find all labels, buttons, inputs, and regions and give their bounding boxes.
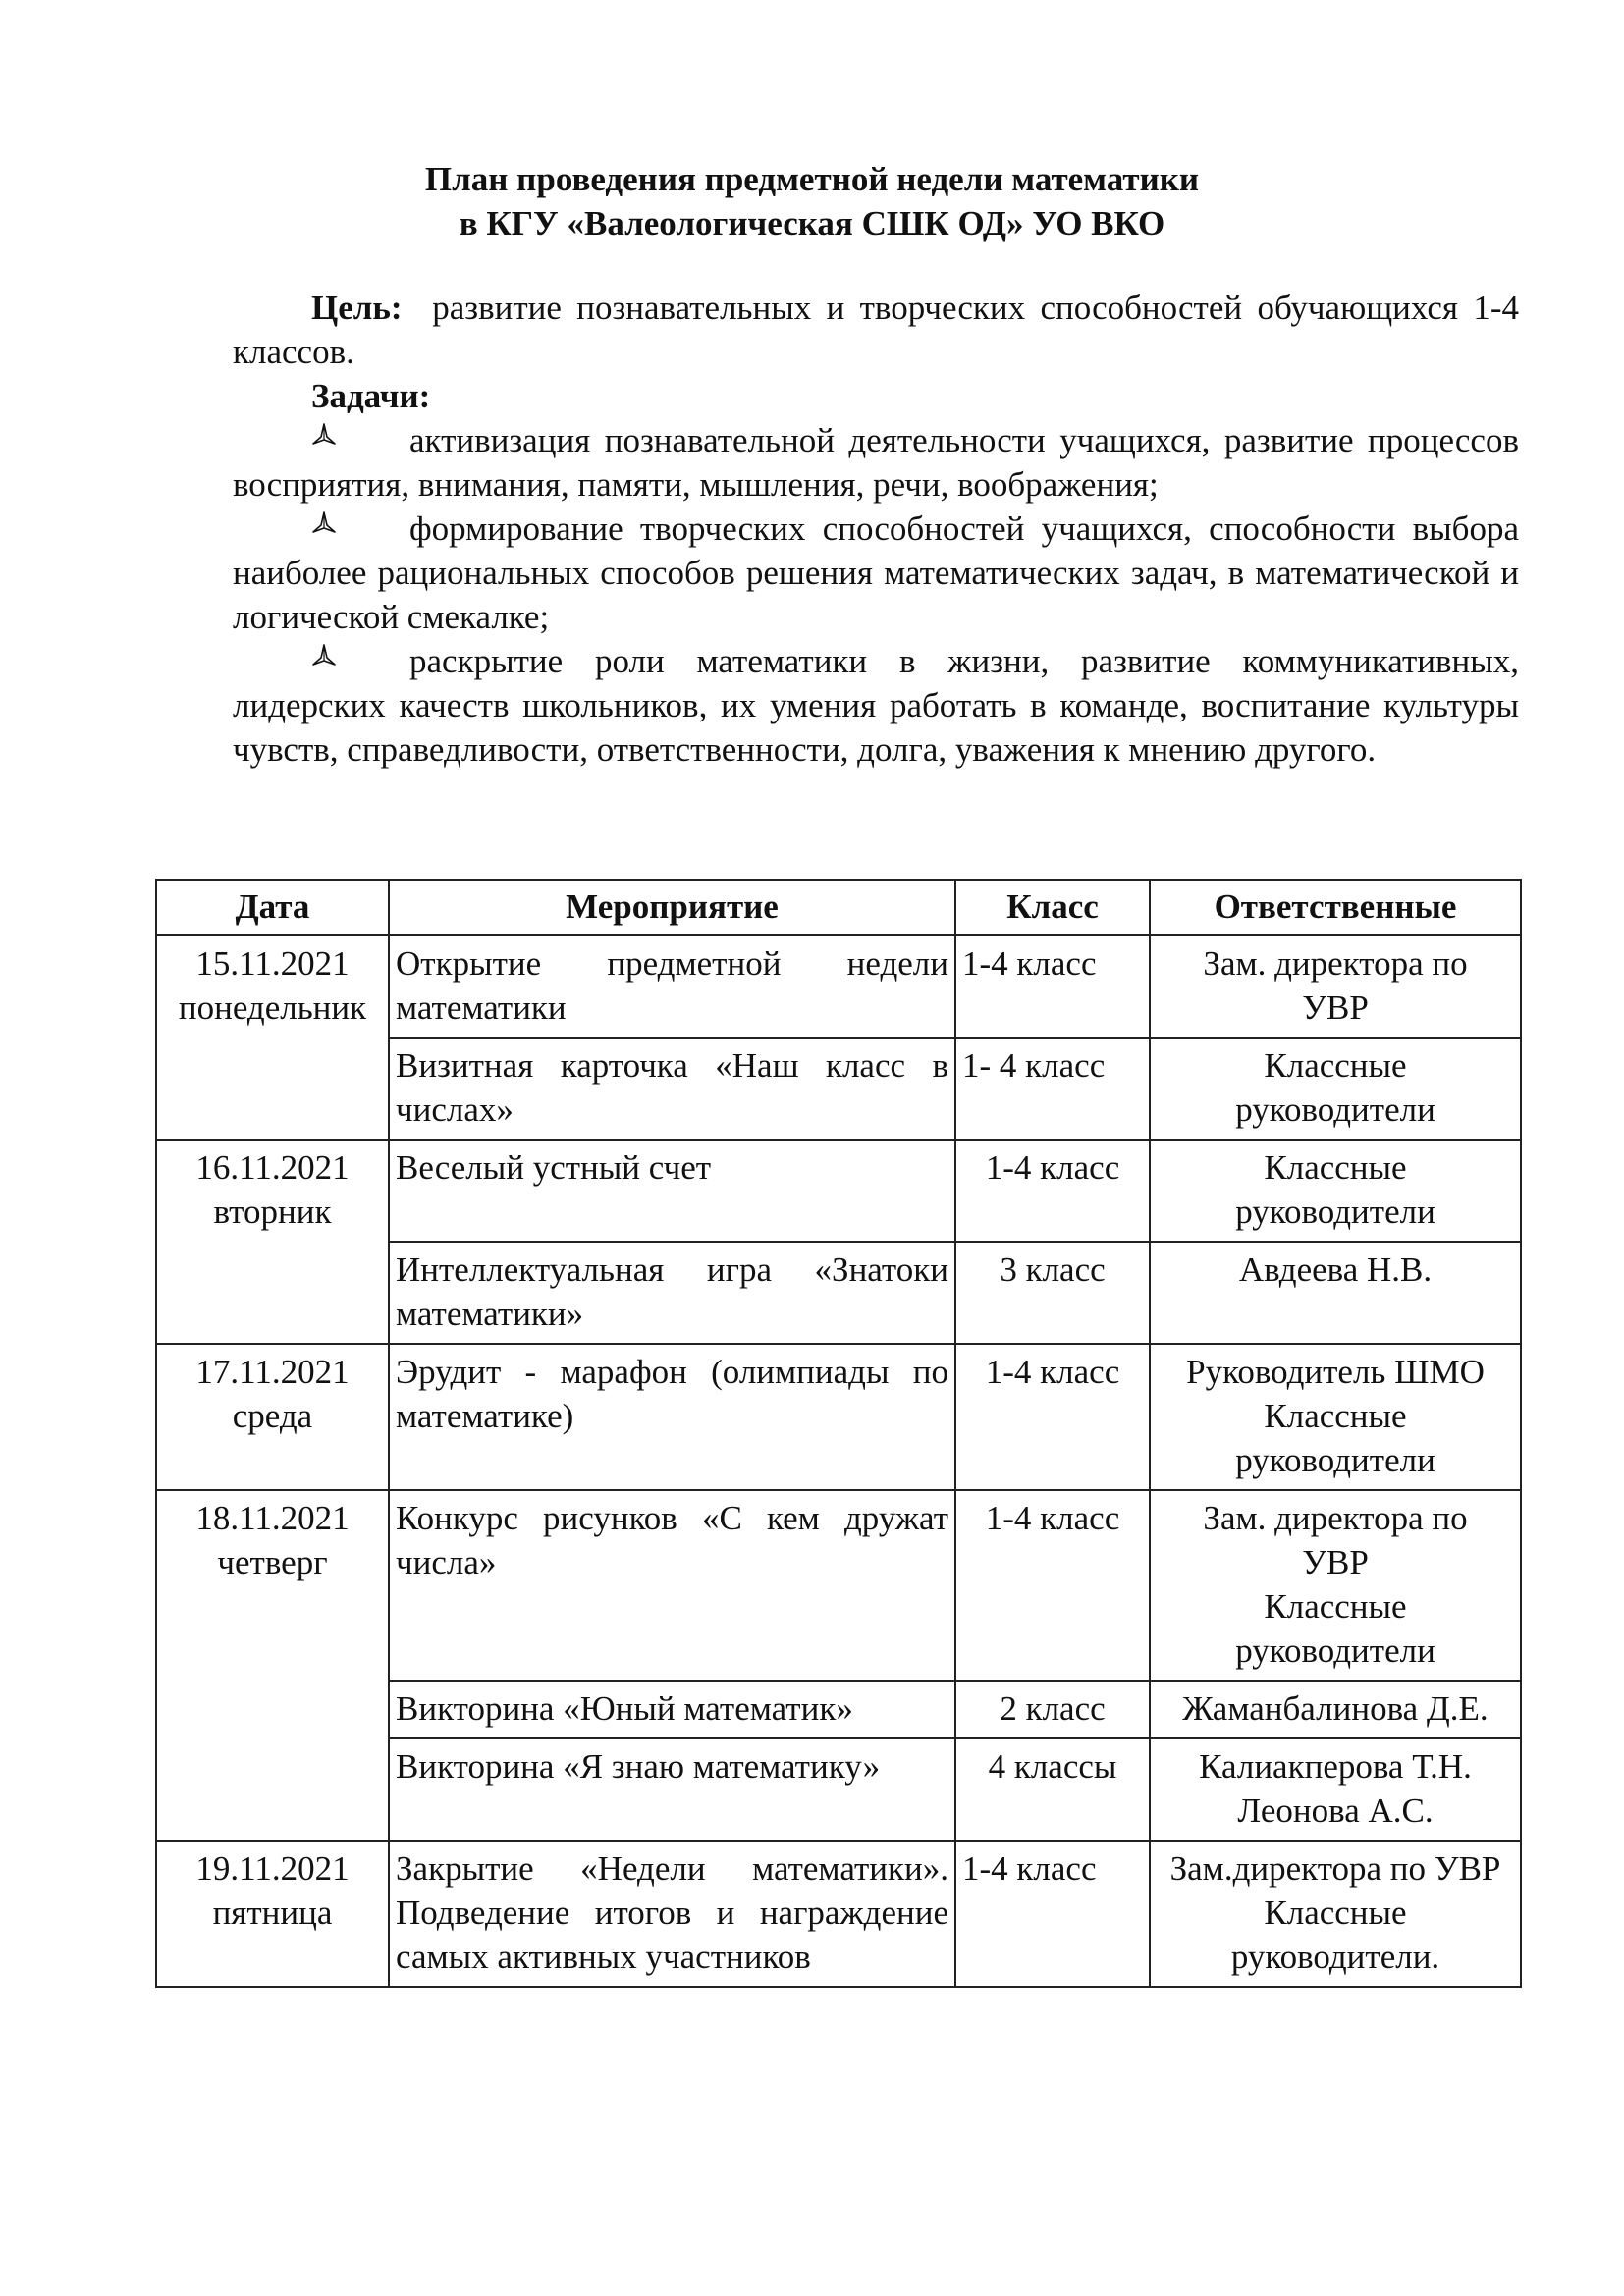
responsible-line: руководители: [1235, 1193, 1435, 1231]
event-cell: Веселый устный счет: [389, 1140, 955, 1242]
responsible-line: УВР: [1302, 1543, 1369, 1581]
class-cell: 3 класс: [955, 1242, 1150, 1344]
event-cell: Интеллектуальная игра «Знатоки математики»: [389, 1242, 955, 1344]
tasks-label: Задачи:: [311, 377, 431, 415]
event-cell: Конкурс рисунков «С кем дружат числа»: [389, 1490, 955, 1681]
responsible-line: Классные: [1264, 1397, 1407, 1435]
event-cell: Викторина «Юный математик»: [389, 1681, 955, 1738]
responsible-line: руководители: [1235, 1631, 1435, 1670]
task-item: [233, 507, 1519, 639]
plan-table-body: [156, 935, 1521, 1987]
task-text: формирование творческих способностей учащихся, способности выбора наиболее рациональных способов решения математических задач, в математической и логической смекалке;: [233, 509, 1519, 636]
date-cell: [156, 1490, 389, 1841]
responsible-line: Калиакперова Т.Н.: [1199, 1747, 1472, 1786]
goal-text: развитие познавательных и творческих способностей обучающихся 1-4 классов.: [233, 289, 1519, 371]
goal-label: Цель:: [311, 289, 403, 327]
weekday-value: понедельник: [178, 988, 367, 1027]
arrow-bullet-icon: [311, 643, 337, 668]
responsible-cell: [1150, 1242, 1521, 1344]
table-row: [156, 1490, 1521, 1681]
table-row: [156, 935, 1521, 1038]
date-value: 19.11.2021: [195, 1849, 350, 1888]
weekday-value: пятница: [212, 1894, 333, 1932]
date-cell: [156, 935, 389, 1140]
responsible-cell: [1150, 1140, 1521, 1242]
header-event: Мероприятие: [389, 880, 955, 935]
responsible-cell: [1150, 1344, 1521, 1490]
document-title: [0, 157, 1624, 245]
class-cell: 1-4 класс: [955, 1490, 1150, 1681]
goal-section: [233, 286, 1519, 772]
responsible-line: Классные: [1264, 1894, 1407, 1932]
responsible-cell: [1150, 1038, 1521, 1140]
responsible-line: Зам.директора по УВР: [1169, 1849, 1501, 1888]
class-cell: 1-4 класс: [955, 1841, 1150, 1987]
weekday-value: вторник: [213, 1193, 332, 1231]
responsible-line: Зам. директора по: [1203, 944, 1468, 983]
responsible-cell: [1150, 1490, 1521, 1681]
class-cell: 1-4 класс: [955, 1344, 1150, 1490]
event-cell: Визитная карточка «Наш класс в числах»: [389, 1038, 955, 1140]
table-header-row: [156, 880, 1521, 935]
header-date: Дата: [156, 880, 389, 935]
date-value: 16.11.2021: [195, 1148, 350, 1187]
responsible-cell: [1150, 935, 1521, 1038]
task-item: [233, 418, 1519, 507]
arrow-bullet-icon: [311, 422, 337, 448]
title-line-1: План проведения предметной недели математики: [424, 160, 1200, 198]
table-row: [156, 1140, 1521, 1242]
date-cell: [156, 1841, 389, 1987]
responsible-cell: [1150, 1681, 1521, 1738]
class-cell: 2 класс: [955, 1681, 1150, 1738]
table-row: [156, 1344, 1521, 1490]
class-cell: 1-4 класс: [955, 935, 1150, 1038]
class-cell: 1- 4 класс: [955, 1038, 1150, 1140]
date-cell: [156, 1140, 389, 1344]
responsible-line: Жаманбалинова Д.Е.: [1182, 1689, 1489, 1728]
weekday-value: четверг: [217, 1543, 328, 1581]
title-line-2: в КГУ «Валеологическая СШК ОД» УО ВКО: [459, 204, 1165, 242]
responsible-line: руководители.: [1230, 1938, 1440, 1976]
responsible-line: Авдеева Н.В.: [1238, 1251, 1433, 1289]
date-cell: [156, 1344, 389, 1490]
responsible-line: Классные: [1264, 1148, 1407, 1187]
responsible-line: УВР: [1302, 988, 1369, 1027]
event-cell: Викторина «Я знаю математику»: [389, 1738, 955, 1841]
responsible-cell: [1150, 1841, 1521, 1987]
responsible-line: Классные: [1264, 1587, 1407, 1626]
class-cell: 4 классы: [955, 1738, 1150, 1841]
task-item: [233, 639, 1519, 772]
responsible-line: Руководитель ШМО: [1186, 1353, 1485, 1391]
weekday-value: среда: [232, 1397, 313, 1435]
date-value: 18.11.2021: [195, 1499, 350, 1537]
plan-table: [155, 879, 1522, 1988]
responsible-line: Зам. директора по: [1203, 1499, 1468, 1537]
tasks-list: [233, 418, 1519, 772]
class-cell: 1-4 класс: [955, 1140, 1150, 1242]
responsible-cell: [1150, 1738, 1521, 1841]
event-cell: Открытие предметной недели математики: [389, 935, 955, 1038]
header-class: Класс: [955, 880, 1150, 935]
arrow-bullet-icon: [311, 510, 337, 536]
event-cell: Закрытие «Недели математики». Подведение итогов и награждение самых активных участников: [389, 1841, 955, 1987]
task-text: активизация познавательной деятельности учащихся, развитие процессов восприятия, внимания, памяти, мышления, речи, воображения;: [233, 421, 1519, 504]
goal-paragraph: [233, 286, 1519, 374]
task-text: раскрытие роли математики в жизни, развитие коммуникативных, лидерских качеств школьников, их умения работать в команде, воспитание культуры чувств, справедливости, ответственности, долга, уважения к мнению другого.: [233, 642, 1519, 769]
responsible-line: руководители: [1235, 1091, 1435, 1129]
header-responsible: Ответственные: [1150, 880, 1521, 935]
date-value: 17.11.2021: [195, 1353, 350, 1391]
responsible-line: Классные: [1264, 1046, 1407, 1085]
responsible-line: руководители: [1235, 1441, 1435, 1479]
date-value: 15.11.2021: [195, 944, 350, 983]
event-cell: Эрудит - марафон (олимпиады по математике): [389, 1344, 955, 1490]
table-row: [156, 1841, 1521, 1987]
responsible-line: Леонова А.С.: [1237, 1791, 1434, 1830]
